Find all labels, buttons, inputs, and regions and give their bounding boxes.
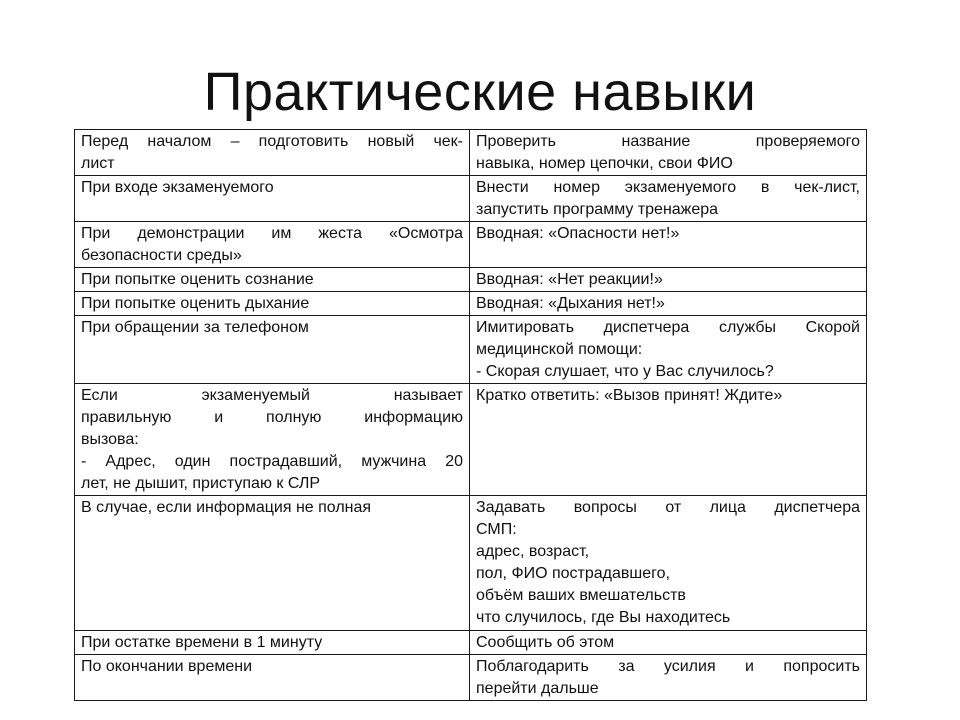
table-row (75, 268, 867, 292)
situation-cell (75, 655, 470, 701)
cell-line: вызова: (81, 431, 139, 448)
situation-cell (75, 631, 470, 655)
action-cell (470, 655, 867, 701)
cell-line: - Скорая слушает, что у Вас случилось? (476, 363, 774, 380)
cell-line: При остатке времени в 1 минуту (81, 634, 323, 651)
cell-line: Имитировать диспетчера службы Скорой (476, 319, 860, 336)
action-cell (470, 316, 867, 384)
cell-line: Если экзаменуемый называет (81, 387, 463, 404)
cell-line: Задавать вопросы от лица диспетчера (476, 499, 860, 516)
table-row (75, 655, 867, 701)
cell-line: При демонстрации им жеста «Осмотра (81, 225, 463, 242)
situation-cell (75, 130, 470, 176)
cell-line: Кратко ответить: «Вызов принят! Ждите» (476, 387, 783, 404)
situation-cell (75, 292, 470, 316)
situation-cell (75, 176, 470, 222)
table-row (75, 176, 867, 222)
action-cell (470, 384, 867, 496)
cell-line: запустить программу тренажера (476, 201, 719, 218)
cell-line: перейти дальше (476, 680, 599, 697)
cell-line: В случае, если информация не полная (81, 499, 372, 516)
cell-line: навыка, номер цепочки, свои ФИО (476, 155, 733, 172)
situation-cell (75, 222, 470, 268)
table-row (75, 316, 867, 384)
cell-line: - Адрес, один пострадавший, мужчина 20 (81, 453, 463, 470)
cell-line: При попытке оценить сознание (81, 271, 314, 288)
table-row (75, 631, 867, 655)
cell-line: Проверить название проверяемого (476, 133, 860, 150)
cell-line: Сообщить об этом (476, 634, 615, 651)
action-cell (470, 268, 867, 292)
cell-line: При попытке оценить дыхание (81, 295, 310, 312)
situation-cell (75, 316, 470, 384)
cell-line: При обращении за телефоном (81, 319, 309, 336)
situation-cell (75, 268, 470, 292)
situation-cell (75, 496, 470, 631)
action-cell (470, 292, 867, 316)
cell-line: объём ваших вмешательств (476, 587, 686, 604)
cell-line: адрес, возраст, (476, 543, 590, 560)
action-cell (470, 631, 867, 655)
page-title: Практические навыки (203, 62, 757, 122)
cell-line: Вводная: «Нет реакции!» (476, 271, 663, 288)
cell-line: лет, не дышит, приступаю к СЛР (81, 475, 321, 492)
action-cell (470, 496, 867, 631)
table-row (75, 384, 867, 496)
table-row (75, 222, 867, 268)
cell-line: Поблагодарить за усилия и попросить (476, 658, 860, 675)
skills-table (74, 129, 867, 701)
table-row (75, 292, 867, 316)
cell-line: Внести номер экзаменуемого в чек-лист, (476, 179, 860, 196)
action-cell (470, 176, 867, 222)
situation-cell (75, 384, 470, 496)
action-cell (470, 130, 867, 176)
table-row (75, 496, 867, 631)
cell-line: что случилось, где Вы находитесь (476, 609, 731, 626)
cell-line: СМП: (476, 521, 517, 538)
cell-line: Вводная: «Опасности нет!» (476, 225, 680, 242)
cell-line: пол, ФИО пострадавшего, (476, 565, 670, 582)
cell-line: При входе экзаменуемого (81, 179, 274, 196)
cell-line: По окончании времени (81, 658, 253, 675)
cell-line: Перед началом – подготовить новый чек- (81, 133, 463, 150)
table-row (75, 130, 867, 176)
cell-line: правильную и полную информацию (81, 409, 463, 426)
cell-line: безопасности среды» (81, 247, 242, 264)
cell-line: медицинской помощи: (476, 341, 643, 358)
cell-line: Вводная: «Дыхания нет!» (476, 295, 665, 312)
action-cell (470, 222, 867, 268)
cell-line: лист (81, 155, 115, 172)
